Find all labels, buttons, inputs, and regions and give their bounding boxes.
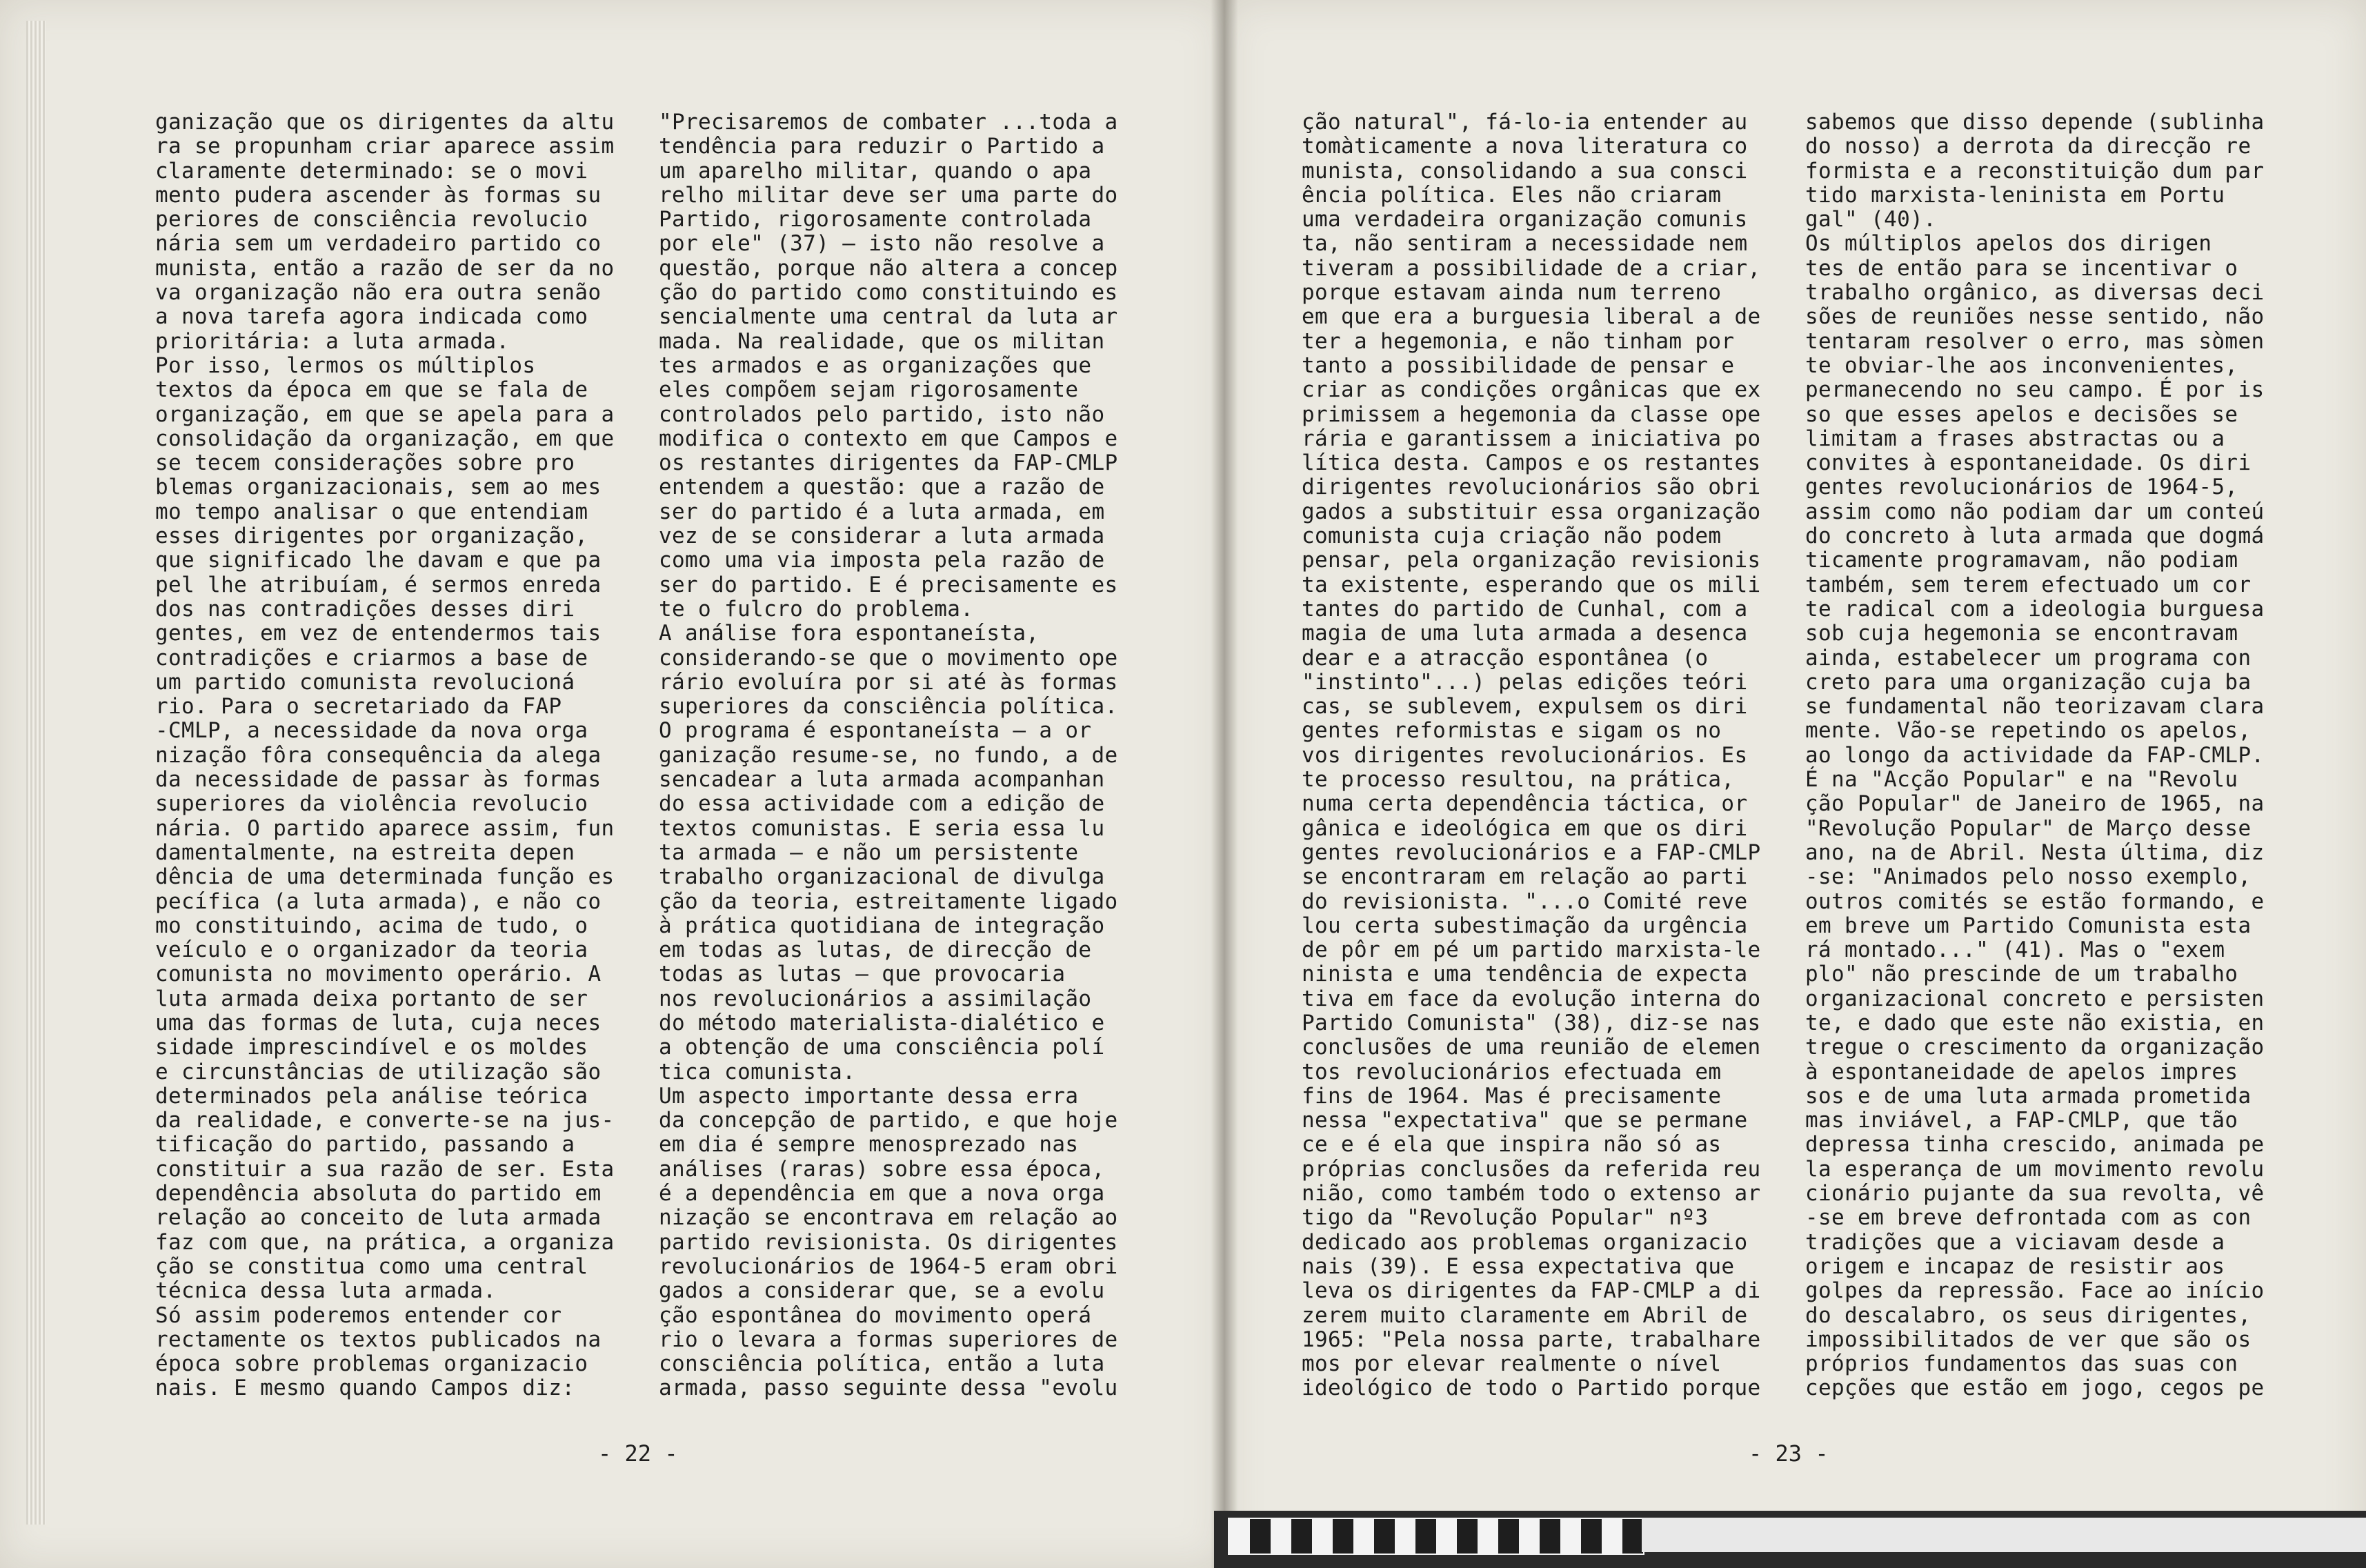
text-line: lou certa subestimação da urgência bbox=[1302, 913, 1748, 938]
text-line: 1965: "Pela nossa parte, trabalhare bbox=[1302, 1327, 1761, 1352]
text-line: a obtenção de uma consciência polí bbox=[659, 1035, 1105, 1060]
text-line: ideológico de todo o Partido porque bbox=[1302, 1376, 1761, 1401]
text-line: tigo da "Revolução Popular" nº3 bbox=[1302, 1205, 1709, 1231]
text-line: nais. E mesmo quando Campos diz: bbox=[155, 1376, 575, 1401]
text-line: ção do partido como constituindo es bbox=[659, 280, 1118, 306]
right-page-number: - 23 - bbox=[1749, 1440, 1829, 1467]
text-line: "Precisaremos de combater ...toda a bbox=[659, 110, 1118, 135]
left-page-column-2 bbox=[659, 110, 1142, 1401]
text-line: te radical com a ideologia burguesa bbox=[1805, 596, 2265, 622]
text-line: nais (39). E essa expectativa que bbox=[1302, 1253, 1735, 1279]
text-line: ta existente, esperando que os mili bbox=[1302, 572, 1761, 597]
text-line: é a dependência em que a nova orga bbox=[659, 1181, 1105, 1207]
text-line: assim como não podiam dar um conteú bbox=[1805, 499, 2265, 524]
right-page-column-2 bbox=[1805, 110, 2281, 1401]
text-line: se fundamental não teorizavam clara bbox=[1805, 694, 2265, 720]
text-line: ção espontânea do movimento operá bbox=[659, 1302, 1092, 1328]
text-line: tos revolucionários efectuada em bbox=[1302, 1059, 1722, 1084]
text-line: damentalmente, na estreita depen bbox=[155, 840, 575, 865]
text-line: tentaram resolver o erro, mas sòmen bbox=[1805, 328, 2265, 354]
text-line: partido revisionista. Os dirigentes bbox=[659, 1229, 1118, 1255]
text-line: cas, se sublevem, expulsem os diri bbox=[1302, 694, 1748, 720]
text-line: da necessidade de passar às formas bbox=[155, 767, 602, 793]
text-line: tantes do partido de Cunhal, com a bbox=[1302, 596, 1748, 622]
text-line: ser do partido. E é precisamente es bbox=[659, 572, 1118, 597]
text-line: permanecendo no seu campo. É por is bbox=[1805, 377, 2265, 403]
text-line: dedicado aos problemas organizacio bbox=[1302, 1229, 1748, 1255]
text-line: controlados pelo partido, isto não bbox=[659, 401, 1105, 427]
text-line: sencialmente uma central da luta ar bbox=[659, 304, 1118, 330]
text-line: ter a hegemonia, e não tinham por bbox=[1302, 328, 1735, 354]
text-line: organização, em que se apela para a bbox=[155, 401, 615, 427]
text-line: sidade imprescindível e os moldes bbox=[155, 1035, 588, 1060]
text-line: rária e garantissem a iniciativa po bbox=[1302, 426, 1761, 451]
text-line: questão, porque não altera a concep bbox=[659, 255, 1118, 281]
text-line: faz com que, na prática, a organiza bbox=[155, 1229, 615, 1255]
left-page-number: - 22 - bbox=[598, 1440, 678, 1467]
text-line: dência de uma determinada função es bbox=[155, 864, 615, 890]
text-line: ta, não sentiram a necessidade nem bbox=[1302, 231, 1748, 257]
text-line: ano, na de Abril. Nesta última, diz bbox=[1805, 840, 2265, 865]
text-line: Partido, rigorosamente controlada bbox=[659, 207, 1092, 232]
text-line: "instinto"...) pelas edições teóri bbox=[1302, 669, 1748, 695]
text-line: tes de então para se incentivar o bbox=[1805, 255, 2238, 281]
text-line: origem e incapaz de resistir aos bbox=[1805, 1253, 2225, 1279]
text-line: Por isso, lermos os múltiplos bbox=[155, 353, 536, 378]
text-line: textos comunistas. E seria essa lu bbox=[659, 815, 1105, 841]
text-line: uma verdadeira organização comunis bbox=[1302, 207, 1748, 232]
text-line: ganização que os dirigentes da altu bbox=[155, 110, 615, 135]
text-line: tificação do partido, passando a bbox=[155, 1132, 575, 1158]
text-line: em todas as lutas, de direcção de bbox=[659, 937, 1092, 963]
text-line: periores de consciência revolucio bbox=[155, 207, 588, 232]
text-line: dear e a atracção espontânea (o bbox=[1302, 645, 1709, 671]
text-line: gentes revolucionários de 1964-5, bbox=[1805, 475, 2238, 500]
text-line: trabalho organizacional de divulga bbox=[659, 864, 1105, 890]
text-line: blemas organizacionais, sem ao mes bbox=[155, 475, 602, 500]
text-line: relho militar deve ser uma parte do bbox=[659, 182, 1118, 208]
text-line: relação ao conceito de luta armada bbox=[155, 1205, 602, 1231]
text-line: sos e de uma luta armada prometida bbox=[1805, 1083, 2251, 1109]
page-edges bbox=[26, 21, 46, 1525]
text-line: do revisionista. "...o Comité reve bbox=[1302, 889, 1748, 914]
text-line: veículo e o organizador da teoria bbox=[155, 937, 588, 963]
text-line: limitam a frases abstractas ou a bbox=[1805, 426, 2225, 451]
text-line: tradições que a viciavam desde a bbox=[1805, 1229, 2225, 1255]
text-line: a nova tarefa agora indicada como bbox=[155, 304, 588, 330]
text-line: superiores da consciência política. bbox=[659, 694, 1118, 720]
text-line: sob cuja hegemonia se encontravam bbox=[1805, 621, 2238, 646]
text-line: ser do partido é a luta armada, em bbox=[659, 499, 1105, 524]
text-line: ção se constitua como uma central bbox=[155, 1253, 588, 1279]
text-line: ticamente programavam, não podiam bbox=[1805, 548, 2238, 573]
text-line: um partido comunista revolucioná bbox=[155, 669, 575, 695]
text-line: à prática quotidiana de integração bbox=[659, 913, 1105, 938]
text-line: gal" (40). bbox=[1805, 207, 1937, 232]
text-line: Os múltiplos apelos dos dirigen bbox=[1805, 231, 2212, 257]
right-page-column-1 bbox=[1302, 110, 1778, 1401]
text-line: tiva em face da evolução interna do bbox=[1302, 986, 1761, 1011]
text-line: pel lhe atribuíam, é sermos enreda bbox=[155, 572, 602, 597]
text-line: em dia é sempre menosprezado nas bbox=[659, 1132, 1079, 1158]
text-line: tanto a possibilidade de pensar e bbox=[1302, 353, 1735, 378]
text-line: esses dirigentes por organização, bbox=[155, 524, 588, 549]
text-line: mente. Vão-se repetindo os apelos, bbox=[1805, 718, 2251, 744]
book-gutter bbox=[1211, 0, 1238, 1568]
text-line: dirigentes revolucionários são obri bbox=[1302, 475, 1761, 500]
text-line: contradições e criarmos a base de bbox=[155, 645, 588, 671]
text-line: técnica dessa luta armada. bbox=[155, 1278, 497, 1304]
text-line: "Revolução Popular" de Março desse bbox=[1805, 815, 2251, 841]
left-page-column-1 bbox=[155, 110, 617, 1401]
text-line: vos dirigentes revolucionários. Es bbox=[1302, 742, 1748, 768]
text-line: gentes reformistas e sigam os no bbox=[1302, 718, 1722, 744]
text-line: plo" não prescinde de um trabalho bbox=[1805, 962, 2238, 987]
text-line: rário evoluíra por si até às formas bbox=[659, 669, 1118, 695]
text-line: te o fulcro do problema. bbox=[659, 596, 974, 622]
text-line: mas inviável, a FAP-CMLP, que tão bbox=[1805, 1108, 2238, 1133]
text-line: ao longo da actividade da FAP-CMLP. bbox=[1805, 742, 2265, 768]
text-line: eles compõem sejam rigorosamente bbox=[659, 377, 1079, 403]
text-line: munista, então a razão de ser da no bbox=[155, 255, 615, 281]
text-line: fins de 1964. Mas é precisamente bbox=[1302, 1083, 1722, 1109]
text-line: pensar, pela organização revisionis bbox=[1302, 548, 1761, 573]
text-line: ta armada — e não um persistente bbox=[659, 840, 1079, 865]
text-line: luta armada deixa portanto de ser bbox=[155, 986, 588, 1011]
text-line: considerando-se que o movimento ope bbox=[659, 645, 1118, 671]
text-line: se encontraram em relação ao parti bbox=[1302, 864, 1748, 890]
text-line: numa certa dependência táctica, or bbox=[1302, 791, 1748, 817]
text-line: trabalho orgânico, as diversas deci bbox=[1805, 280, 2265, 306]
text-line: tregue o crescimento da organização bbox=[1805, 1035, 2265, 1060]
text-line: formista e a reconstituição dum par bbox=[1805, 158, 2265, 183]
text-line: gentes, em vez de entendermos tais bbox=[155, 621, 602, 646]
text-line: entendem a questão: que a razão de bbox=[659, 475, 1105, 500]
text-line: cepções que estão em jogo, cegos pe bbox=[1805, 1376, 2265, 1401]
text-line: ência política. Eles não criaram bbox=[1302, 182, 1722, 208]
text-line: determinados pela análise teórica bbox=[155, 1083, 588, 1109]
text-line: nião, como também todo o extenso ar bbox=[1302, 1181, 1761, 1207]
text-line: tica comunista. bbox=[659, 1059, 856, 1084]
text-line: da concepção de partido, e que hoje bbox=[659, 1108, 1118, 1133]
text-line: te, e dado que este não existia, en bbox=[1805, 1010, 2265, 1035]
ruler-scale-bar bbox=[1228, 1518, 1644, 1555]
text-line: tendência para reduzir o Partido a bbox=[659, 134, 1105, 159]
text-line: mo constituindo, acima de tudo, o bbox=[155, 913, 588, 938]
text-line: ção da teoria, estreitamente ligado bbox=[659, 889, 1118, 914]
text-line: tiveram a possibilidade de a criar, bbox=[1302, 255, 1761, 281]
text-line: golpes da repressão. Face ao início bbox=[1805, 1278, 2265, 1304]
text-line: consolidação da organização, em que bbox=[155, 426, 615, 451]
text-line: do método materialista-dialético e bbox=[659, 1010, 1105, 1035]
text-line: É na "Acção Popular" e na "Revolu bbox=[1805, 767, 2238, 793]
text-line: ção Popular" de Janeiro de 1965, na bbox=[1805, 791, 2265, 817]
text-line: tido marxista-leninista em Portu bbox=[1805, 182, 2225, 208]
text-line: do nosso) a derrota da direcção re bbox=[1805, 134, 2251, 159]
text-line: -CMLP, a necessidade da nova orga bbox=[155, 718, 588, 744]
text-line: ce e é ela que inspira não só as bbox=[1302, 1132, 1722, 1158]
text-line: munista, consolidando a sua consci bbox=[1302, 158, 1748, 183]
text-line: rio. Para o secretariado da FAP bbox=[155, 694, 562, 720]
text-line: todas as lutas — que provocaria bbox=[659, 962, 1066, 987]
text-line: A análise fora espontaneísta, bbox=[659, 621, 1040, 646]
text-line: nização fôra consequência da alega bbox=[155, 742, 602, 768]
text-line: armada, passo seguinte dessa "evolu bbox=[659, 1376, 1118, 1401]
text-line: ganização resume-se, no fundo, a de bbox=[659, 742, 1118, 768]
text-line: gados a considerar que, se a evolu bbox=[659, 1278, 1105, 1304]
text-line: comunista cuja criação não podem bbox=[1302, 524, 1722, 549]
text-line: gentes revolucionários e a FAP-CMLP bbox=[1302, 840, 1761, 865]
text-line: sabemos que disso depende (sublinha bbox=[1805, 110, 2265, 135]
text-line: la esperança de um movimento revolu bbox=[1805, 1156, 2265, 1182]
text-line: modifica o contexto em que Campos e bbox=[659, 426, 1118, 451]
text-line: e circunstâncias de utilização são bbox=[155, 1059, 602, 1084]
text-line: sões de reuniões nesse sentido, não bbox=[1805, 304, 2265, 330]
text-line: impossibilitados de ver que são os bbox=[1805, 1327, 2251, 1352]
text-line: rectamente os textos publicados na bbox=[155, 1327, 602, 1352]
text-line: so que esses apelos e decisões se bbox=[1805, 401, 2238, 427]
text-line: prioritária: a luta armada. bbox=[155, 328, 510, 354]
text-line: se tecem considerações sobre pro bbox=[155, 450, 575, 476]
text-line: dos nas contradições desses diri bbox=[155, 596, 575, 622]
text-line: magia de uma luta armada a desenca bbox=[1302, 621, 1748, 646]
text-line: do concreto à luta armada que dogmá bbox=[1805, 524, 2265, 549]
text-line: nária sem um verdadeiro partido co bbox=[155, 231, 602, 257]
text-line: ainda, estabelecer um programa con bbox=[1805, 645, 2251, 671]
text-line: dependência absoluta do partido em bbox=[155, 1181, 602, 1207]
text-line: próprias conclusões da referida reu bbox=[1302, 1156, 1761, 1182]
text-line: convites à espontaneidade. Os diri bbox=[1805, 450, 2251, 476]
text-line: te obviar-lhe aos inconvenientes, bbox=[1805, 353, 2238, 378]
text-line: conclusões de uma reunião de elemen bbox=[1302, 1035, 1761, 1060]
text-line: outros comités se estão formando, e bbox=[1805, 889, 2265, 914]
text-line: Só assim poderemos entender cor bbox=[155, 1302, 562, 1328]
text-line: pecífica (a luta armada), e não co bbox=[155, 889, 602, 914]
text-line: do essa actividade com a edição de bbox=[659, 791, 1105, 817]
text-line: próprios fundamentos das suas con bbox=[1805, 1351, 2238, 1377]
text-line: nos revolucionários a assimilação bbox=[659, 986, 1092, 1011]
text-line: ção natural", fá-lo-ia entender au bbox=[1302, 110, 1748, 135]
text-line: em que era a burguesia liberal a de bbox=[1302, 304, 1761, 330]
text-line: por ele" (37) — isto não resolve a bbox=[659, 231, 1105, 257]
text-line: organizacional concreto e persisten bbox=[1805, 986, 2265, 1011]
text-line: da realidade, e converte-se na jus- bbox=[155, 1108, 615, 1133]
text-line: gânica e ideológica em que os diri bbox=[1302, 815, 1748, 841]
scale-ruler bbox=[1214, 1511, 2366, 1568]
text-line: época sobre problemas organizacio bbox=[155, 1351, 588, 1377]
text-line: lítica desta. Campos e os restantes bbox=[1302, 450, 1761, 476]
text-line: revolucionários de 1964-5 eram obri bbox=[659, 1253, 1118, 1279]
text-line: à espontaneidade de apelos impres bbox=[1805, 1059, 2238, 1084]
text-line: mento pudera ascender às formas su bbox=[155, 182, 602, 208]
text-line: va organização não era outra senão bbox=[155, 280, 602, 306]
text-line: nária. O partido aparece assim, fun bbox=[155, 815, 615, 841]
text-line: rio o levara a formas superiores de bbox=[659, 1327, 1118, 1352]
text-line: leva os dirigentes da FAP-CMLP a di bbox=[1302, 1278, 1761, 1304]
text-line: zerem muito claramente em Abril de bbox=[1302, 1302, 1748, 1328]
ruler-strip bbox=[1642, 1518, 2366, 1552]
text-line: nessa "expectativa" que se permane bbox=[1302, 1108, 1748, 1133]
text-line: ra se propunham criar aparece assim bbox=[155, 134, 615, 159]
text-line: mada. Na realidade, que os militan bbox=[659, 328, 1105, 354]
text-line: tes armados e as organizações que bbox=[659, 353, 1092, 378]
text-line: do descalabro, os seus dirigentes, bbox=[1805, 1302, 2251, 1328]
text-line: os restantes dirigentes da FAP-CMLP bbox=[659, 450, 1118, 476]
text-line: consciência política, então a luta bbox=[659, 1351, 1105, 1377]
text-line: te processo resultou, na prática, bbox=[1302, 767, 1735, 793]
text-line: constituir a sua razão de ser. Esta bbox=[155, 1156, 615, 1182]
text-line: -se em breve defrontada com as con bbox=[1805, 1205, 2251, 1231]
text-line: -se: "Animados pelo nosso exemplo, bbox=[1805, 864, 2251, 890]
text-line: Partido Comunista" (38), diz-se nas bbox=[1302, 1010, 1761, 1035]
text-line: sencadear a luta armada acompanhan bbox=[659, 767, 1105, 793]
text-line: como uma via imposta pela razão de bbox=[659, 548, 1105, 573]
text-line: uma das formas de luta, cuja neces bbox=[155, 1010, 602, 1035]
text-line: claramente determinado: se o movi bbox=[155, 158, 588, 183]
text-line: tomàticamente a nova literatura co bbox=[1302, 134, 1748, 159]
text-line: porque estavam ainda num terreno bbox=[1302, 280, 1722, 306]
text-line: criar as condições orgânicas que ex bbox=[1302, 377, 1761, 403]
text-line: creto para uma organização cuja ba bbox=[1805, 669, 2251, 695]
text-line: mo tempo analisar o que entendiam bbox=[155, 499, 588, 524]
text-line: em breve um Partido Comunista esta bbox=[1805, 913, 2251, 938]
text-line: gados a substituir essa organização bbox=[1302, 499, 1761, 524]
text-line: mos por elevar realmente o nível bbox=[1302, 1351, 1722, 1377]
text-line: cionário pujante da sua revolta, vê bbox=[1805, 1181, 2265, 1207]
text-line: ninista e uma tendência de expecta bbox=[1302, 962, 1748, 987]
text-line: comunista no movimento operário. A bbox=[155, 962, 602, 987]
text-line: Um aspecto importante dessa erra bbox=[659, 1083, 1079, 1109]
text-line: um aparelho militar, quando o apa bbox=[659, 158, 1092, 183]
text-line: que significado lhe davam e que pa bbox=[155, 548, 602, 573]
text-line: depressa tinha crescido, animada pe bbox=[1805, 1132, 2265, 1158]
text-line: também, sem terem efectuado um cor bbox=[1805, 572, 2251, 597]
text-line: textos da época em que se fala de bbox=[155, 377, 588, 403]
text-line: superiores da violência revolucio bbox=[155, 791, 588, 817]
text-line: O programa é espontaneísta — a or bbox=[659, 718, 1092, 744]
text-line: primissem a hegemonia da classe ope bbox=[1302, 401, 1761, 427]
text-line: análises (raras) sobre essa época, bbox=[659, 1156, 1105, 1182]
text-line: de pôr em pé um partido marxista-le bbox=[1302, 937, 1761, 963]
text-line: rá montado..." (41). Mas o "exem bbox=[1805, 937, 2225, 963]
text-line: nização se encontrava em relação ao bbox=[659, 1205, 1118, 1231]
text-line: vez de se considerar a luta armada bbox=[659, 524, 1105, 549]
